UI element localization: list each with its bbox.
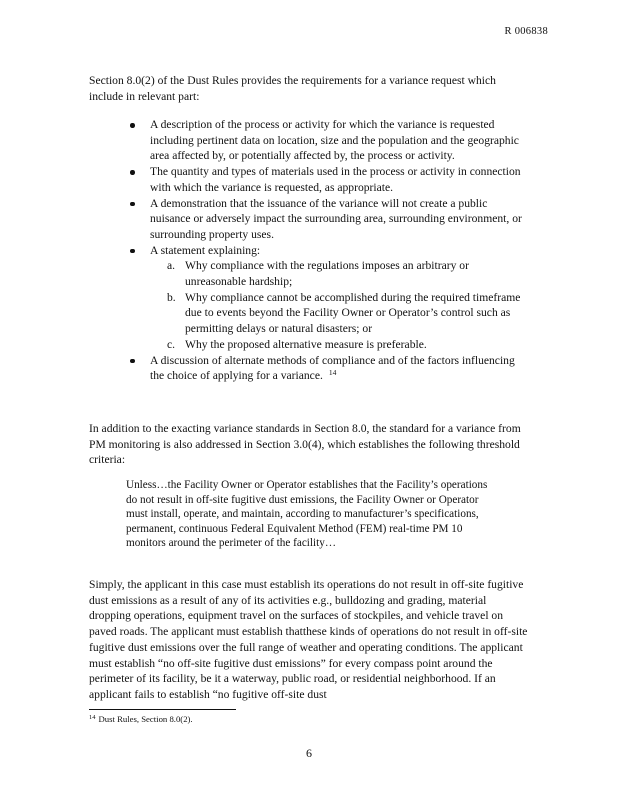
bullet-icon (130, 359, 135, 364)
sub-list-item: c. Why the proposed alternative measure is preferable. (167, 337, 427, 351)
intro-paragraph: Section 8.0(2) of the Dust Rules provides the requirements for a variance request which include in relevant part: (89, 74, 496, 103)
requirements-list (130, 117, 522, 384)
bullet-icon (130, 249, 135, 254)
list-item: A demonstration that the issuance of the variance will not create a public nuisance or adversely impact the surrounding area, surrounding environment, or surrounding property uses. (130, 196, 522, 243)
bullet-icon (130, 123, 135, 128)
document-id: R 006838 (504, 26, 548, 37)
body-paragraph: In addition to the exacting variance standards in Section 8.0, the standard for a variance from PM monitoring is also addressed in Section 3.0(4), which establishes the following threshold criteria: (89, 422, 521, 467)
list-item: A description of the process or activity for which the variance is requested including pertinent data on location, size and the population and the geographic area affected by, or potentially affected by, the process or activity. (130, 117, 522, 164)
sub-list-item: b. Why compliance cannot be accomplished during the required timeframe due to events beyond the Facility Owner or Operator’s control such as permitting delays or natural disasters; or (167, 290, 521, 336)
footnote-divider (89, 709, 236, 710)
list-item: The quantity and types of materials used in the process or activity in connection with which the variance is requested, as appropriate. (130, 164, 522, 195)
bullet-icon (130, 202, 135, 207)
list-item: A statement explaining: a. Why compliance with the regulations imposes an arbitrary or unreasonable hardship; b. Why compliance cannot be accomplished during the required timeframe due to events beyond the Facility Owner or Operator’s control such as permitting delays or natural disasters; or c. Why the proposed alternative measure is preferable. (130, 243, 522, 353)
footnote-reference[interactable]: 14 (328, 368, 337, 378)
list-item: A discussion of alternate methods of compliance and of the factors influencing the choice of applying for a variance. $^{14}$ (130, 353, 522, 384)
sub-list-item: a. Why compliance with the regulations imposes an arbitrary or unreasonable hardship; (167, 259, 469, 289)
footnote-number: 14 (89, 714, 96, 721)
block-quote: Unless…the Facility Owner or Operator establishes that the Facility’s operations do not result in off-site fugitive dust emissions, the Facility Owner or Operator must install, operate, and maintain, according to manufacturer’s specifications, permanent, continuous Federal Equivalent Method (FEM) real-time PM 10 monitors around the perimeter of the facility… (126, 479, 488, 550)
footnote: $^{14}$ Dust Rules, Section 8.0(2). (89, 714, 193, 724)
statement-sublist (150, 258, 522, 352)
page-number: 6 (306, 746, 312, 760)
bullet-icon (130, 170, 135, 175)
body-paragraph: Simply, the applicant in this case must establish its operations do not result in off-site fugitive dust emissions as a result of any of its activities e.g., bulldozing and grading, material dropping operations, equipment travel on the surfaces of stockpiles, and vehicle travel on paved roads. The applicant must establish thatthese kinds of operations do not result in off-site fugitive dust emissions over the full range of weather and operating conditions. The applicant must establish “no off-site fugitive dust emissions” for every compass point around the perimeter of its facility, be it a waterway, public road, or residential neighborhood. If an applicant fails to establish “no fugitive off-site dust (89, 578, 528, 701)
